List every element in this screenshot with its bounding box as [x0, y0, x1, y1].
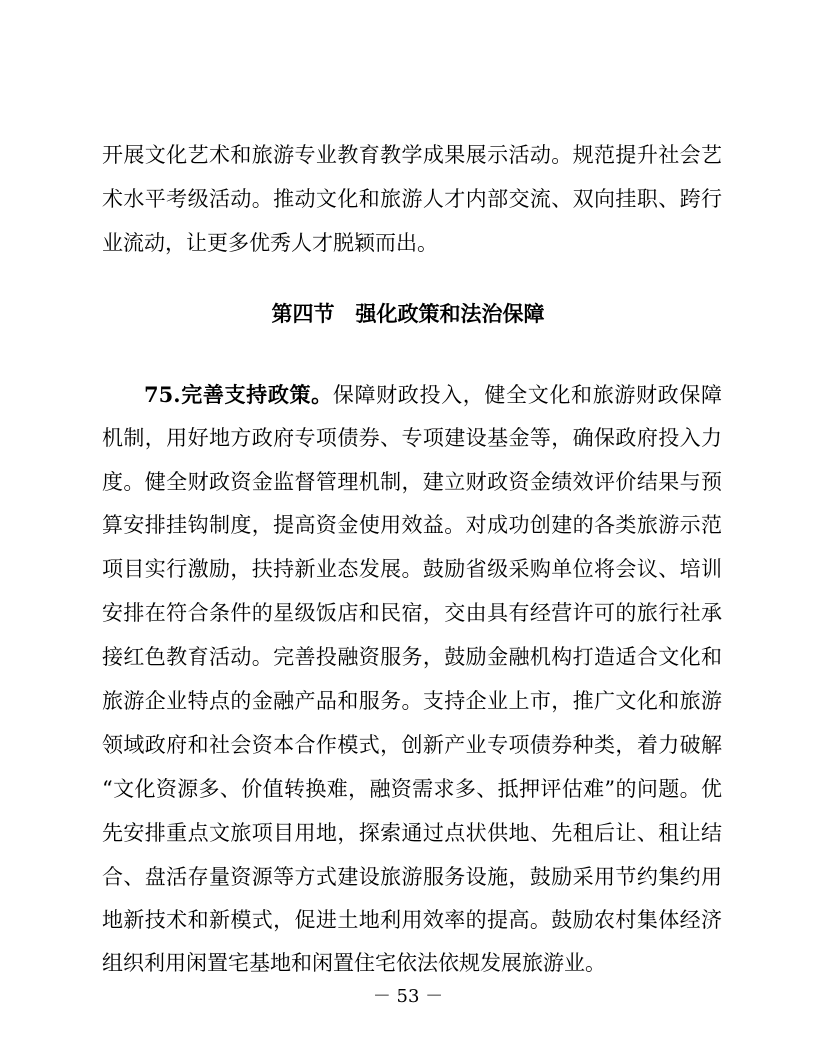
paragraph-line: “文化资源多、价值转换难，融资需求多、抵押评估难”的问题。优: [102, 777, 722, 801]
paragraph-line: 度。健全财政资金监督管理机制，建立财政资金绩效评价结果与预: [102, 470, 722, 494]
paragraph-line: 安排在符合条件的星级饭店和民宿，交由具有经营许可的旅行社承: [102, 601, 722, 625]
paragraph-line: 先安排重点文旅项目用地，探索通过点状供地、先租后让、租让结: [102, 821, 722, 845]
item-first-line-text: 保障财政投入，健全文化和旅游财政保障: [332, 383, 722, 407]
paragraph-line: 地新技术和新模式，促进土地利用效率的提高。鼓励农村集体经济: [102, 908, 722, 932]
page-number: － 53 －: [372, 986, 444, 1007]
paragraph-line: 合、盘活存量资源等方式建设旅游服务设施，鼓励采用节约集约用: [102, 865, 722, 889]
item-title: 75.完善支持政策。: [144, 382, 333, 407]
paragraph-line: 业流动，让更多优秀人才脱颖而出。: [102, 231, 438, 255]
paragraph-line: 术水平考级活动。推动文化和旅游人才内部交流、双向挂职、跨行: [102, 187, 722, 211]
paragraph-line: 旅游企业特点的金融产品和服务。支持企业上市，推广文化和旅游: [102, 689, 722, 713]
item-first-line: [144, 381, 722, 409]
paragraph-line: 接红色教育活动。完善投融资服务，鼓励金融机构打造适合文化和: [102, 645, 722, 669]
section-heading: 第四节 强化政策和法治保障: [271, 301, 545, 326]
paragraph-line: 开展文化艺术和旅游专业教育教学成果展示活动。规范提升社会艺: [102, 143, 722, 167]
paragraph-line: 算安排挂钩制度，提高资金使用效益。对成功创建的各类旅游示范: [102, 513, 722, 537]
paragraph-line: 组织利用闲置宅基地和闲置住宅依法依规发展旅游业。: [102, 951, 606, 975]
paragraph-line: 机制，用好地方政府专项债券、专项建设基金等，确保政府投入力: [102, 426, 722, 450]
paragraph-line: 项目实行激励，扶持新业态发展。鼓励省级采购单位将会议、培训: [102, 557, 722, 581]
paragraph-line: 领域政府和社会资本合作模式，创新产业专项债券种类，着力破解: [102, 733, 722, 757]
